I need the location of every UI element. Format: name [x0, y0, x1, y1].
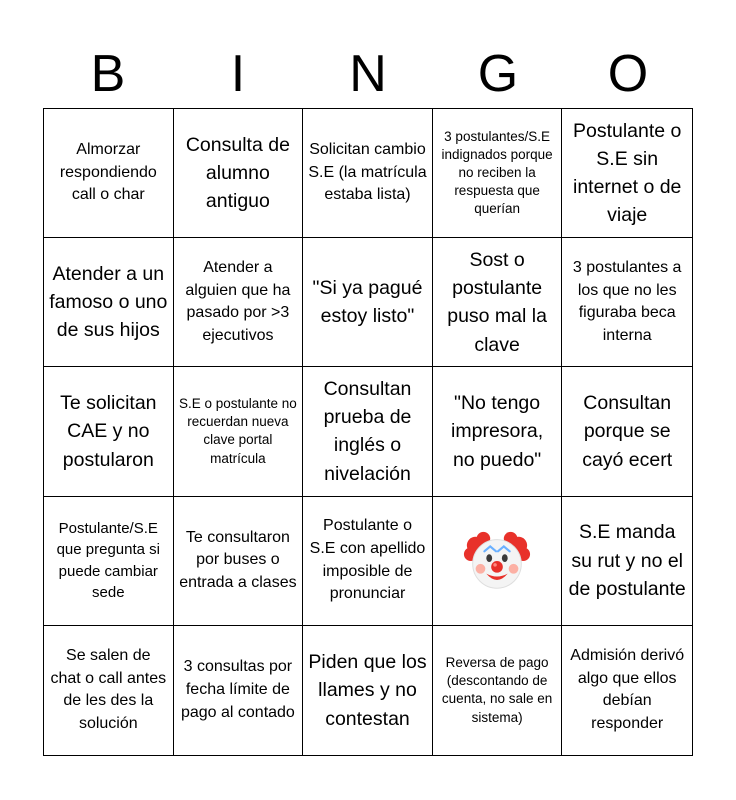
- bingo-cell[interactable]: [433, 238, 563, 367]
- header-letter-b: B: [90, 45, 126, 103]
- cell-text: Consulta de alumno antiguo: [185, 133, 290, 213]
- cell-text: Se salen de chat o call antes de les des la solución: [50, 646, 167, 733]
- bingo-card-grid: [43, 108, 693, 756]
- header-letter-n: N: [349, 45, 387, 103]
- cell-text: Almorzar respondiendo call o char: [59, 141, 157, 204]
- cell-text: Postulante o S.E con apellido imposible de pronunciar: [309, 517, 426, 603]
- bingo-cell[interactable]: [174, 626, 304, 755]
- cell-text: S.E manda su rut y no el de postulante: [568, 521, 686, 600]
- cell-text: Atender a un famoso o uno de sus hijos: [49, 262, 168, 342]
- cell-text: S.E o postulante no recuerdan nueva clave portal matrícula: [178, 396, 297, 466]
- bingo-cell[interactable]: [433, 109, 563, 238]
- cell-text: Atender a alguien que ha pasado por >3 ejecutivos: [185, 258, 291, 344]
- bingo-cell[interactable]: [44, 367, 174, 496]
- cell-text: Piden que los llames y no contestan: [308, 650, 427, 730]
- cell-text: Consultan porque se cayó ecert: [582, 392, 673, 471]
- bingo-cell[interactable]: [303, 367, 433, 496]
- header-letter-g: G: [477, 45, 519, 103]
- bingo-cell[interactable]: [562, 238, 692, 367]
- bingo-cell[interactable]: [562, 367, 692, 496]
- bingo-cell[interactable]: [303, 109, 433, 238]
- bingo-cell[interactable]: [44, 238, 174, 367]
- header-letter-o: O: [607, 45, 649, 103]
- bingo-cell[interactable]: [303, 497, 433, 626]
- cell-text: "Si ya pagué estoy listo": [312, 277, 423, 328]
- bingo-cell[interactable]: [433, 367, 563, 496]
- cell-text: 3 consultas por fecha límite de pago al contado: [180, 658, 295, 721]
- bingo-cell[interactable]: [174, 497, 304, 626]
- bingo-cell[interactable]: [44, 497, 174, 626]
- cell-text: Postulante o S.E sin internet o de viaje: [572, 119, 682, 227]
- bingo-cell[interactable]: [303, 238, 433, 367]
- cell-text: Te consultaron por buses o entrada a clases: [179, 528, 297, 592]
- cell-text: Te solicitan CAE y no postularon: [60, 392, 157, 471]
- bingo-cell[interactable]: [562, 626, 692, 755]
- cell-text: Consultan prueba de inglés o nivelación: [323, 377, 412, 485]
- cell-text: Reversa de pago (descontando de cuenta, no sale en sistema): [441, 654, 553, 725]
- cell-text: Admisión derivó algo que ellos debían responder: [570, 646, 685, 733]
- bingo-cell[interactable]: [174, 238, 304, 367]
- cell-text: Sost o postulante puso mal la clave: [447, 248, 547, 356]
- cell-text: 3 postulantes/S.E indignados porque no reciben la respuesta que querían: [441, 128, 553, 217]
- bingo-header: [43, 40, 693, 108]
- bingo-cell[interactable]: [44, 626, 174, 755]
- bingo-cell[interactable]: [44, 109, 174, 238]
- clown-face-icon: [462, 526, 532, 596]
- bingo-cell[interactable]: [562, 497, 692, 626]
- bingo-cell[interactable]: [562, 109, 692, 238]
- cell-text: Solicitan cambio S.E (la matrícula estaba lista): [308, 141, 427, 204]
- cell-text: Postulante/S.E que pregunta si puede cambiar sede: [56, 520, 160, 601]
- bingo-cell[interactable]: [433, 626, 563, 755]
- bingo-cell[interactable]: [303, 626, 433, 755]
- bingo-cell[interactable]: [174, 367, 304, 496]
- free-space-cell[interactable]: [433, 497, 563, 626]
- bingo-cell[interactable]: [174, 109, 304, 238]
- header-letter-i: I: [230, 45, 246, 103]
- cell-text: 3 postulantes a los que no les figuraba beca interna: [572, 258, 682, 344]
- cell-text: "No tengo impresora, no puedo": [451, 392, 544, 471]
